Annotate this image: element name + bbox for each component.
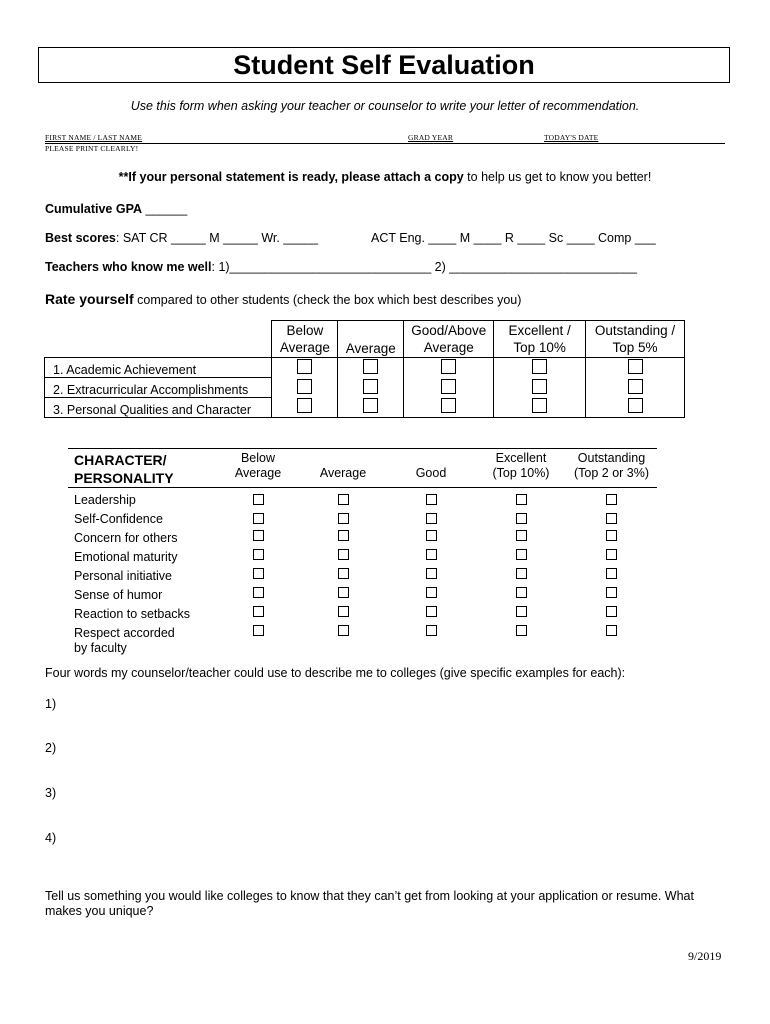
checkbox-icon[interactable] xyxy=(606,606,617,617)
checkbox-icon[interactable] xyxy=(516,494,527,505)
trait-label: Reaction to setbacks xyxy=(74,607,191,621)
character-personality-table xyxy=(68,448,657,656)
gpa-blank[interactable]: ______ xyxy=(142,202,188,216)
char-header-excellent xyxy=(476,449,566,488)
checkbox-icon[interactable] xyxy=(253,549,264,560)
unique-prompt-line1: Tell us something you would like colleges to know that they can’t get from looking at your application or resume. What xyxy=(45,889,694,903)
checkbox-icon[interactable] xyxy=(606,568,617,579)
trait-row xyxy=(68,584,657,603)
character-title-line1: CHARACTER/ xyxy=(74,452,167,468)
trait-label: Sense of humor xyxy=(74,588,163,602)
four-words-item-2[interactable]: 2) xyxy=(45,741,57,755)
trait-label: Self-Confidence xyxy=(74,512,163,526)
unique-prompt-line2: makes you unique? xyxy=(45,904,154,918)
rate-yourself-label: Rate yourself xyxy=(45,291,134,307)
name-input-line[interactable] xyxy=(45,133,725,144)
header-line1 xyxy=(386,451,476,466)
checkbox-icon[interactable] xyxy=(253,568,264,579)
best-scores-row[interactable] xyxy=(45,231,318,245)
checkbox-icon[interactable] xyxy=(338,625,349,636)
form-subtitle: Use this form when asking your teacher or counselor to write your letter of recommendation. xyxy=(130,99,640,113)
checkbox-icon[interactable] xyxy=(516,587,527,598)
checkbox-icon[interactable] xyxy=(441,398,456,413)
checkbox-icon[interactable] xyxy=(426,568,437,579)
checkbox-icon[interactable] xyxy=(426,606,437,617)
statement-rest: to help us get to know you better! xyxy=(463,170,652,184)
checkbox-icon[interactable] xyxy=(606,494,617,505)
rate-row xyxy=(45,378,685,398)
teachers-blanks[interactable]: : 1)_____________________________ 2) ___________________________ xyxy=(211,260,637,274)
checkbox-icon[interactable] xyxy=(606,625,617,636)
checkbox-icon[interactable] xyxy=(516,606,527,617)
four-words-item-3[interactable]: 3) xyxy=(45,786,57,800)
checkbox-icon[interactable] xyxy=(253,530,264,541)
checkbox-icon[interactable] xyxy=(253,494,264,505)
checkbox-icon[interactable] xyxy=(253,625,264,636)
checkbox-icon[interactable] xyxy=(338,568,349,579)
print-clearly-note: PLEASE PRINT CLEARLY! xyxy=(45,144,139,153)
sat-scores[interactable]: : SAT CR _____ M _____ Wr. _____ xyxy=(115,231,319,245)
checkbox-icon[interactable] xyxy=(338,530,349,541)
checkbox-icon[interactable] xyxy=(426,587,437,598)
char-header-average xyxy=(300,449,386,488)
checkbox-icon[interactable] xyxy=(253,606,264,617)
trait-row xyxy=(68,527,657,546)
rate-yourself-table xyxy=(44,320,685,418)
best-scores-label: Best scores xyxy=(45,231,116,245)
trait-label: Personal initiative xyxy=(74,569,172,583)
checkbox-icon[interactable] xyxy=(516,530,527,541)
checkbox-icon[interactable] xyxy=(338,587,349,598)
rate-row xyxy=(45,398,685,418)
checkbox-icon[interactable] xyxy=(297,398,312,413)
four-words-prompt: Four words my counselor/teacher could use to describe me to colleges (give specific examples for each): xyxy=(45,666,626,680)
statement-bold: **If your personal statement is ready, please attach a copy xyxy=(118,170,464,184)
rate-row xyxy=(45,358,685,378)
checkbox-icon[interactable] xyxy=(338,494,349,505)
personal-statement-note xyxy=(0,170,770,184)
gpa-row[interactable] xyxy=(45,202,187,216)
checkbox-icon[interactable] xyxy=(532,379,547,394)
trait-row xyxy=(68,508,657,527)
rate-row-label: 1. Academic Achievement xyxy=(45,358,272,378)
checkbox-icon[interactable] xyxy=(516,549,527,560)
char-header-outstanding xyxy=(566,449,657,488)
rate-header-below-average: Below Average xyxy=(272,321,338,358)
checkbox-icon[interactable] xyxy=(516,513,527,524)
checkbox-icon[interactable] xyxy=(297,359,312,374)
checkbox-icon[interactable] xyxy=(606,513,617,524)
char-header-below-average xyxy=(216,449,300,488)
character-title-line2: PERSONALITY xyxy=(74,470,174,486)
checkbox-icon[interactable] xyxy=(606,549,617,560)
rate-row-label: 2. Extracurricular Accomplishments xyxy=(45,378,272,398)
header-line1 xyxy=(300,451,386,466)
checkbox-icon[interactable] xyxy=(338,513,349,524)
rate-header-good-above-average: Good/Above Average xyxy=(404,321,494,358)
rate-row-label: 3. Personal Qualities and Character xyxy=(45,398,272,418)
trait-label: Emotional maturity xyxy=(74,550,178,564)
header-line2: (Top 10%) xyxy=(492,466,550,480)
checkbox-icon[interactable] xyxy=(532,359,547,374)
checkbox-icon[interactable] xyxy=(628,398,643,413)
trait-label: Leadership xyxy=(74,493,136,507)
checkbox-icon[interactable] xyxy=(516,625,527,636)
first-last-name-label: FIRST NAME / LAST NAME xyxy=(45,133,143,142)
checkbox-icon[interactable] xyxy=(426,513,437,524)
checkbox-icon[interactable] xyxy=(253,513,264,524)
trait-row xyxy=(68,603,657,622)
gpa-label: Cumulative GPA xyxy=(45,202,143,216)
checkbox-icon[interactable] xyxy=(606,587,617,598)
four-words-item-1[interactable]: 1) xyxy=(45,697,57,711)
form-date-code: 9/2019 xyxy=(688,949,722,963)
checkbox-icon[interactable] xyxy=(338,549,349,560)
grad-year-label: GRAD YEAR xyxy=(408,133,454,142)
character-personality-title xyxy=(68,449,216,488)
checkbox-icon[interactable] xyxy=(532,398,547,413)
checkbox-icon[interactable] xyxy=(606,530,617,541)
header-line2: Average xyxy=(319,466,367,480)
checkbox-icon[interactable] xyxy=(363,359,378,374)
checkbox-icon[interactable] xyxy=(297,379,312,394)
rate-yourself-heading xyxy=(45,291,521,307)
checkbox-icon[interactable] xyxy=(441,359,456,374)
checkbox-icon[interactable] xyxy=(426,530,437,541)
header-line1: Below xyxy=(240,451,276,465)
checkbox-icon[interactable] xyxy=(363,398,378,413)
header-line1: Outstanding xyxy=(577,451,646,465)
trait-row xyxy=(68,565,657,584)
header-line2: (Top 2 or 3%) xyxy=(573,466,650,480)
form-title: Student Self Evaluation xyxy=(38,47,730,83)
checkbox-icon[interactable] xyxy=(426,625,437,636)
todays-date-label: TODAY'S DATE xyxy=(544,133,599,142)
rate-header-outstanding: Outstanding / Top 5% xyxy=(586,321,685,358)
rate-header-average: Average xyxy=(338,321,404,358)
checkbox-icon[interactable] xyxy=(426,549,437,560)
trait-label: Respect accorded by faculty xyxy=(74,626,175,655)
four-words-item-4[interactable]: 4) xyxy=(45,831,57,845)
checkbox-icon[interactable] xyxy=(441,379,456,394)
trait-label: Concern for others xyxy=(74,531,178,545)
unique-prompt xyxy=(45,889,694,919)
rate-yourself-rest: compared to other students (check the box which best describes you) xyxy=(133,293,522,307)
teachers-label: Teachers who know me well xyxy=(45,260,212,274)
checkbox-icon[interactable] xyxy=(516,568,527,579)
header-line2: Average xyxy=(234,466,282,480)
checkbox-icon[interactable] xyxy=(628,379,643,394)
checkbox-icon[interactable] xyxy=(338,606,349,617)
char-header-good xyxy=(386,449,476,488)
header-line1: Excellent xyxy=(495,451,547,465)
checkbox-icon[interactable] xyxy=(363,379,378,394)
trait-row xyxy=(68,546,657,565)
trait-row xyxy=(68,488,657,509)
teachers-row[interactable] xyxy=(45,260,637,274)
rate-header-excellent: Excellent / Top 10% xyxy=(494,321,586,358)
header-line2: Good xyxy=(415,466,447,480)
checkbox-icon[interactable] xyxy=(426,494,437,505)
act-scores[interactable]: ACT Eng. ____ M ____ R ____ Sc ____ Comp ___ xyxy=(371,231,656,245)
trait-row xyxy=(68,622,657,656)
checkbox-icon[interactable] xyxy=(628,359,643,374)
checkbox-icon[interactable] xyxy=(253,587,264,598)
